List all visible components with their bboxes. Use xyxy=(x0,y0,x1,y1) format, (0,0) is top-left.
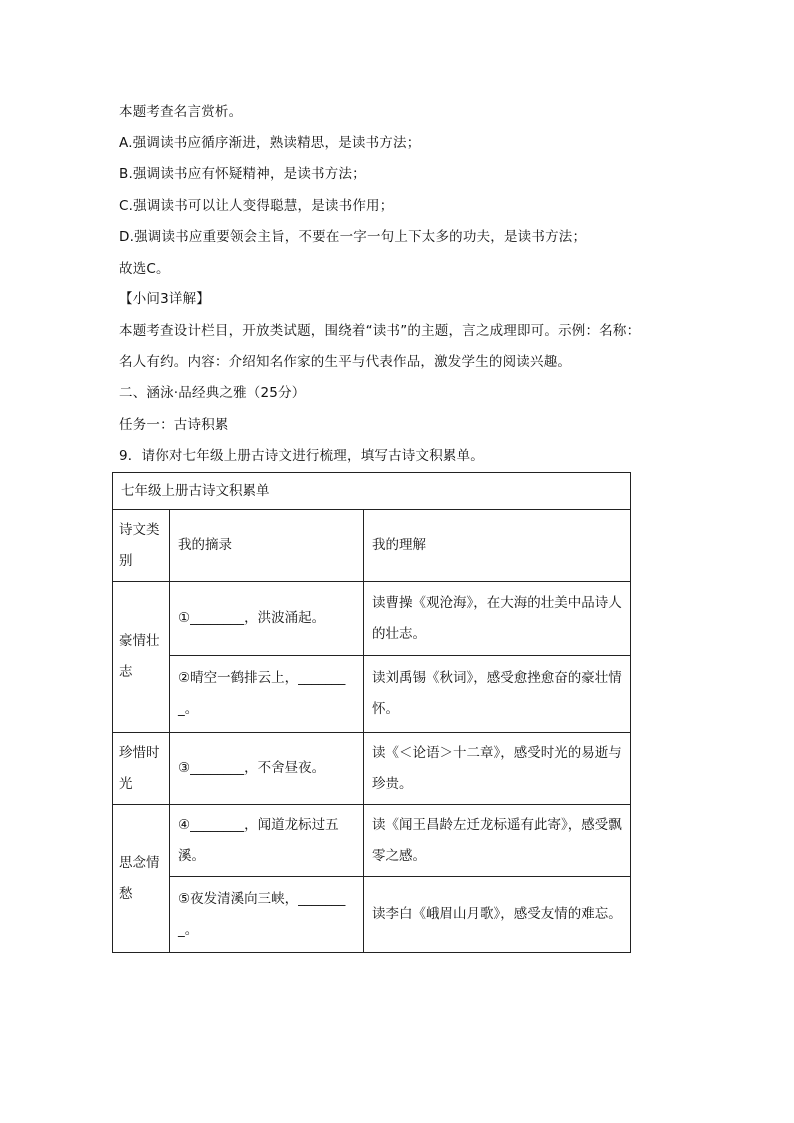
understanding-cell: 读刘禹锡《秋词》，感受愈挫愈奋的豪壮情怀。 xyxy=(364,656,631,733)
excerpt-cell: ②晴空一鹤排云上，________。 xyxy=(170,656,364,733)
task-title: 任务一：古诗积累 xyxy=(119,417,229,433)
header-category: 诗文类别 xyxy=(113,510,170,582)
category-cell: 思念情愁 xyxy=(113,805,170,953)
poetry-accumulation-table xyxy=(112,472,631,953)
header-excerpt: 我的摘录 xyxy=(170,510,364,582)
option-c-explanation: C.强调读书可以让人变得聪慧，是读书作用； xyxy=(119,198,394,214)
table-row xyxy=(113,877,631,953)
understanding-cell: 读曹操《观沧海》，在大海的壮美中品诗人的壮志。 xyxy=(364,582,631,656)
table-row xyxy=(113,805,631,877)
option-a-explanation: A.强调读书应循序渐进，熟读精思，是读书方法； xyxy=(119,135,421,151)
section-title: 二、涵泳·品经典之雅（25分） xyxy=(119,385,306,401)
understanding-cell: 读《闻王昌龄左迁龙标遥有此寄》，感受飘零之感。 xyxy=(364,805,631,877)
table-row xyxy=(113,656,631,733)
subquestion-3-heading: 【小问3详解】 xyxy=(119,291,210,307)
option-b-explanation: B.强调读书应有怀疑精神，是读书方法； xyxy=(119,166,366,182)
understanding-cell: 读《＜论语＞十二章》，感受时光的易逝与珍贵。 xyxy=(364,733,631,805)
understanding-cell: 读李白《峨眉山月歌》，感受友情的难忘。 xyxy=(364,877,631,953)
analysis-intro: 本题考查名言赏析。 xyxy=(119,104,243,120)
excerpt-cell: ⑤夜发清溪向三峡，________。 xyxy=(170,877,364,953)
subquestion-3-text-line-2: 名人有约。内容：介绍知名作家的生平与代表作品，激发学生的阅读兴趣。 xyxy=(119,354,572,370)
category-cell: 珍惜时光 xyxy=(113,733,170,805)
option-d-explanation: D.强调读书应重要领会主旨，不要在一字一句上下太多的功夫，是读书方法； xyxy=(119,229,587,245)
excerpt-cell: ④________，闻道龙标过五溪。 xyxy=(170,805,364,877)
answer-line: 故选C。 xyxy=(119,261,170,277)
subquestion-3-text-line-1: 本题考查设计栏目，开放类试题，围绕着“读书”的主题，言之成理即可。示例：名称： xyxy=(119,323,641,339)
excerpt-cell: ①________，洪波涌起。 xyxy=(170,582,364,656)
question-9-prompt: 9．请你对七年级上册古诗文进行梳理，填写古诗文积累单。 xyxy=(119,448,484,464)
table-title: 七年级上册古诗文积累单 xyxy=(113,473,631,510)
table-row xyxy=(113,582,631,656)
header-understanding: 我的理解 xyxy=(364,510,631,582)
table-row xyxy=(113,733,631,805)
category-cell: 豪情壮志 xyxy=(113,582,170,733)
excerpt-cell: ③________，不舍昼夜。 xyxy=(170,733,364,805)
